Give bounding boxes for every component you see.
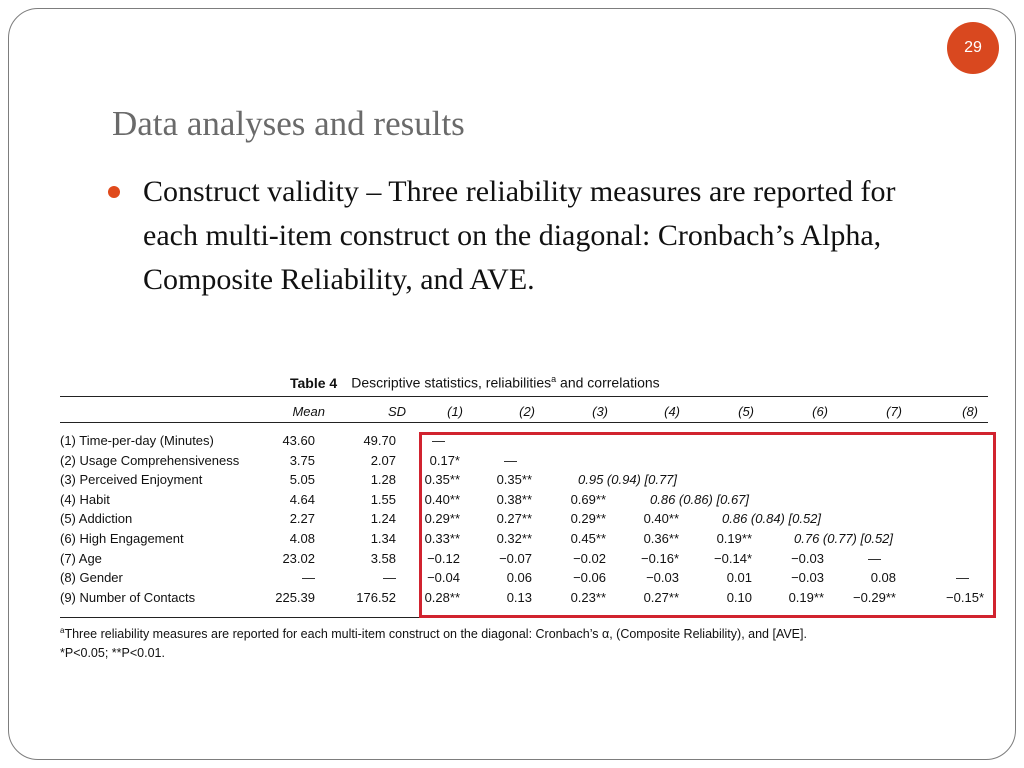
slide-title: Data analyses and results <box>112 104 465 143</box>
correlation-cell: 0.13 <box>506 589 532 605</box>
correlation-cell: 0.33** <box>424 531 460 546</box>
correlation-cell: — <box>432 433 445 448</box>
table-label: Table 4 <box>290 374 338 391</box>
correlation-cell: −0.29** <box>852 589 896 605</box>
column-header: Mean <box>292 404 325 419</box>
mean-cell: 5.05 <box>289 472 315 488</box>
row-label: (8) Gender <box>60 570 123 586</box>
row-label: (3) Perceived Enjoyment <box>60 472 203 488</box>
highlight-box <box>419 432 996 618</box>
mean-cell: 2.27 <box>289 511 315 527</box>
correlation-cell: 0.19** <box>716 531 752 546</box>
correlation-cell: 0.23** <box>570 589 606 605</box>
correlation-cell: 0.08 <box>870 570 896 586</box>
correlation-cell: −0.03 <box>791 550 824 566</box>
mean-cell: 225.39 <box>275 589 315 605</box>
mean-cell: — <box>302 570 315 586</box>
column-header: (4) <box>664 404 680 419</box>
correlation-cell: 0.29** <box>424 511 460 527</box>
mean-cell: 4.64 <box>289 491 315 507</box>
correlation-cell: — <box>504 452 517 468</box>
correlation-cell: −0.04 <box>427 570 460 586</box>
correlation-cell: 0.95 (0.94) [0.77] <box>578 472 678 488</box>
correlation-cell: −0.12 <box>427 550 460 566</box>
correlation-cell: 0.38** <box>496 491 532 507</box>
column-header: (1) <box>447 404 463 419</box>
correlation-cell: −0.02 <box>573 550 606 566</box>
table-caption <box>290 374 660 391</box>
column-header: (2) <box>519 404 535 419</box>
mean-cell: 23.02 <box>282 550 315 566</box>
column-header: (5) <box>738 404 754 419</box>
correlation-cell: −0.15* <box>946 589 984 605</box>
correlation-cell: 0.19** <box>788 589 824 605</box>
correlation-cell: 0.27** <box>643 589 679 605</box>
correlation-cell: 0.35** <box>424 472 460 488</box>
correlation-cell: 0.06 <box>506 570 532 586</box>
correlation-cell: — <box>956 570 969 586</box>
bullet-item <box>108 170 948 302</box>
correlation-cell: 0.28** <box>424 589 460 605</box>
correlation-cell: 0.10 <box>726 589 752 605</box>
sd-cell: — <box>383 570 396 586</box>
row-label: (7) Age <box>60 550 102 566</box>
table-caption-sup: a <box>551 374 557 384</box>
sd-cell: 176.52 <box>356 589 396 605</box>
correlation-cell: 0.32** <box>496 531 532 546</box>
correlation-cell: 0.36** <box>643 531 679 546</box>
correlation-cell: −0.06 <box>573 570 606 586</box>
row-label: (4) Habit <box>60 491 110 507</box>
correlation-cell: 0.27** <box>496 511 532 527</box>
table-header-rule <box>60 422 988 423</box>
row-label: (9) Number of Contacts <box>60 589 196 605</box>
correlation-cell: −0.16* <box>641 550 679 566</box>
sd-cell: 1.24 <box>370 511 396 527</box>
mean-cell: 43.60 <box>282 433 315 448</box>
correlation-cell: −0.03 <box>646 570 679 586</box>
correlation-cell: −0.07 <box>499 550 532 566</box>
mean-cell: 4.08 <box>289 531 315 546</box>
footnote-text: Three reliability measures are reported for each multi-item construct on the diagonal: Cronbach’s α, (Composite Reliability), and [AVE]. <box>64 627 807 642</box>
correlation-cell: 0.76 (0.77) [0.52] <box>794 531 894 546</box>
bullet-text: Construct validity – Three reliability measures are reported for each multi-item construct on the diagonal: Cronbach’s Alpha, Composite Reliability, and AVE. <box>143 175 896 296</box>
sd-cell: 1.34 <box>370 531 396 546</box>
table-top-rule <box>60 396 988 397</box>
sd-cell: 49.70 <box>363 433 396 448</box>
table-caption-text: Descriptive statistics, reliabilities <box>351 374 552 391</box>
row-label: (5) Addiction <box>60 511 133 527</box>
correlation-cell: 0.40** <box>424 491 460 507</box>
correlation-cell: −0.03 <box>791 570 824 586</box>
correlation-cell: −0.14* <box>714 550 752 566</box>
sd-cell: 2.07 <box>370 452 396 468</box>
column-header: (8) <box>962 404 978 419</box>
correlation-cell: 0.01 <box>726 570 752 586</box>
column-header: (7) <box>886 404 902 419</box>
row-label: (2) Usage Comprehensiveness <box>60 452 240 468</box>
significance-note: *P<0.05; **P<0.01. <box>60 646 165 660</box>
row-label: (1) Time-per-day (Minutes) <box>60 433 214 448</box>
sd-cell: 1.55 <box>370 491 396 507</box>
sd-cell: 3.58 <box>370 550 396 566</box>
correlation-cell: 0.45** <box>570 531 606 546</box>
correlation-cell: — <box>868 550 881 566</box>
mean-cell: 3.75 <box>289 452 315 468</box>
table-caption-tail: and correlations <box>556 374 660 391</box>
page-number-badge: 29 <box>947 22 999 74</box>
column-header: SD <box>387 404 406 419</box>
table-footnote <box>60 626 807 641</box>
correlation-cell: 0.69** <box>570 491 606 507</box>
column-header: (3) <box>592 404 608 419</box>
correlation-cell: 0.35** <box>496 472 532 488</box>
bullet-dot-icon <box>108 186 120 198</box>
column-header: (6) <box>812 404 828 419</box>
correlation-cell: 0.29** <box>570 511 606 527</box>
correlation-cell: 0.17* <box>429 452 460 468</box>
correlation-cell: 0.86 (0.86) [0.67] <box>650 491 750 507</box>
correlation-cell: 0.40** <box>643 511 679 527</box>
footnote-mark: a <box>60 626 65 635</box>
row-label: (6) High Engagement <box>60 531 184 546</box>
correlation-cell: 0.86 (0.84) [0.52] <box>722 511 822 527</box>
sd-cell: 1.28 <box>370 472 396 488</box>
